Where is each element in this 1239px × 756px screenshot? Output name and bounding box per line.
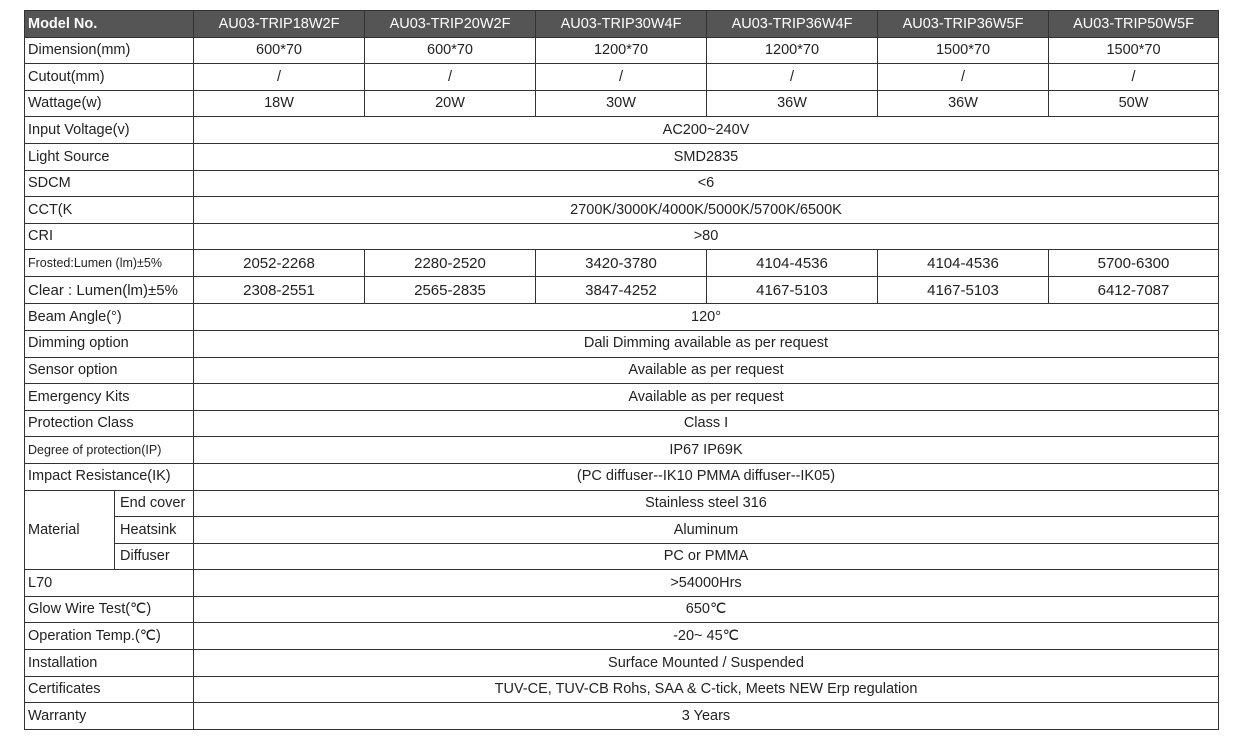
material-sub-label: Diffuser [115,543,194,570]
row-label: Sensor option [25,357,194,384]
spec-body [25,37,1219,729]
row-label: Degree of protection(IP) [25,437,194,464]
row-label: Light Source [25,143,194,170]
spec-value: / [707,64,878,91]
spec-value: 3 Years [194,703,1219,730]
spec-value: 4104-4536 [707,250,878,277]
spec-value: 2308-2551 [194,277,365,304]
header-row [25,11,1219,38]
row-label: Dimming option [25,330,194,357]
spec-value: 50W [1049,90,1219,117]
spec-value: Class I [194,410,1219,437]
row-label: Operation Temp.(℃) [25,623,194,650]
spec-row-cri [25,223,1219,250]
material-sub-label: End cover [115,490,194,517]
row-label: Glow Wire Test(℃) [25,596,194,623]
spec-row-dimming-option [25,330,1219,357]
row-label: L70 [25,570,194,597]
spec-value: 20W [365,90,536,117]
spec-value: AC200~240V [194,117,1219,144]
spec-row-warranty [25,703,1219,730]
spec-value: 4167-5103 [878,277,1049,304]
spec-value: 2280-2520 [365,250,536,277]
spec-value: TUV-CE, TUV-CB Rohs, SAA & C-tick, Meets NEW Erp regulation [194,676,1219,703]
spec-row-cct-k [25,197,1219,224]
spec-value: (PC diffuser--IK10 PMMA diffuser--IK05) [194,463,1219,490]
spec-value: <6 [194,170,1219,197]
spec-value: 36W [707,90,878,117]
spec-value: 3847-4252 [536,277,707,304]
material-label: Material [25,490,115,570]
spec-row-sdcm [25,170,1219,197]
row-label: Certificates [25,676,194,703]
spec-row-cutout-mm [25,64,1219,91]
spec-row-installation [25,650,1219,677]
spec-value: 120° [194,304,1219,331]
spec-row-material-heatsink [25,517,1219,544]
spec-row-material-end-cover [25,490,1219,517]
spec-value: 18W [194,90,365,117]
row-label: Impact Resistance(IK) [25,463,194,490]
spec-row-certificates [25,676,1219,703]
spec-row-dimension-mm [25,37,1219,64]
row-label: Installation [25,650,194,677]
spec-value: Stainless steel 316 [194,490,1219,517]
model-no-header: Model No. [25,11,194,38]
spec-row-emergency-kits [25,384,1219,411]
spec-value: 4104-4536 [878,250,1049,277]
spec-value: Surface Mounted / Suspended [194,650,1219,677]
spec-row-wattage-w [25,90,1219,117]
row-label: Emergency Kits [25,384,194,411]
spec-value: 5700-6300 [1049,250,1219,277]
spec-value: 36W [878,90,1049,117]
spec-value: IP67 IP69K [194,437,1219,464]
spec-value: Dali Dimming available as per request [194,330,1219,357]
spec-value: / [1049,64,1219,91]
spec-value: / [878,64,1049,91]
spec-row-beam-angle [25,304,1219,331]
row-label: Warranty [25,703,194,730]
spec-value: 3420-3780 [536,250,707,277]
spec-value: / [536,64,707,91]
model-header: AU03-TRIP36W4F [707,11,878,38]
spec-value: 1500*70 [878,37,1049,64]
spec-value: -20~ 45℃ [194,623,1219,650]
spec-value: Available as per request [194,384,1219,411]
spec-row-frosted-lumen-lm-5 [25,250,1219,277]
spec-row-input-voltage-v [25,117,1219,144]
spec-value: 600*70 [194,37,365,64]
row-label: Cutout(mm) [25,64,194,91]
spec-value: 2565-2835 [365,277,536,304]
spec-value: Available as per request [194,357,1219,384]
spec-value: >54000Hrs [194,570,1219,597]
spec-value: 600*70 [365,37,536,64]
spec-value: 30W [536,90,707,117]
row-label: Dimension(mm) [25,37,194,64]
spec-value: 650℃ [194,596,1219,623]
row-label: Frosted:Lumen (lm)±5% [25,250,194,277]
row-label: Input Voltage(v) [25,117,194,144]
model-header: AU03-TRIP18W2F [194,11,365,38]
row-label: Wattage(w) [25,90,194,117]
spec-row-glow-wire-test [25,596,1219,623]
row-label: SDCM [25,170,194,197]
spec-row-operation-temp [25,623,1219,650]
spec-value: 6412-7087 [1049,277,1219,304]
spec-value: Aluminum [194,517,1219,544]
spec-value: 2700K/3000K/4000K/5000K/5700K/6500K [194,197,1219,224]
spec-row-light-source [25,143,1219,170]
spec-row-material-diffuser [25,543,1219,570]
spec-row-clear-lumen-lm-5 [25,277,1219,304]
spec-row-protection-class [25,410,1219,437]
spec-value: SMD2835 [194,143,1219,170]
spec-row-impact-resistance-ik [25,463,1219,490]
spec-table [24,10,1219,730]
row-label: Beam Angle(°) [25,304,194,331]
spec-row-sensor-option [25,357,1219,384]
spec-value: / [194,64,365,91]
model-header: AU03-TRIP30W4F [536,11,707,38]
row-label: Clear : Lumen(lm)±5% [25,277,194,304]
spec-value: 2052-2268 [194,250,365,277]
spec-row-degree-of-protection-ip [25,437,1219,464]
spec-value: >80 [194,223,1219,250]
model-header: AU03-TRIP50W5F [1049,11,1219,38]
row-label: CRI [25,223,194,250]
spec-value: PC or PMMA [194,543,1219,570]
spec-value: / [365,64,536,91]
model-header: AU03-TRIP20W2F [365,11,536,38]
spec-row-l70 [25,570,1219,597]
spec-value: 1200*70 [707,37,878,64]
row-label: Protection Class [25,410,194,437]
row-label: CCT(K [25,197,194,224]
material-sub-label: Heatsink [115,517,194,544]
model-header: AU03-TRIP36W5F [878,11,1049,38]
spec-value: 4167-5103 [707,277,878,304]
spec-value: 1200*70 [536,37,707,64]
spec-value: 1500*70 [1049,37,1219,64]
